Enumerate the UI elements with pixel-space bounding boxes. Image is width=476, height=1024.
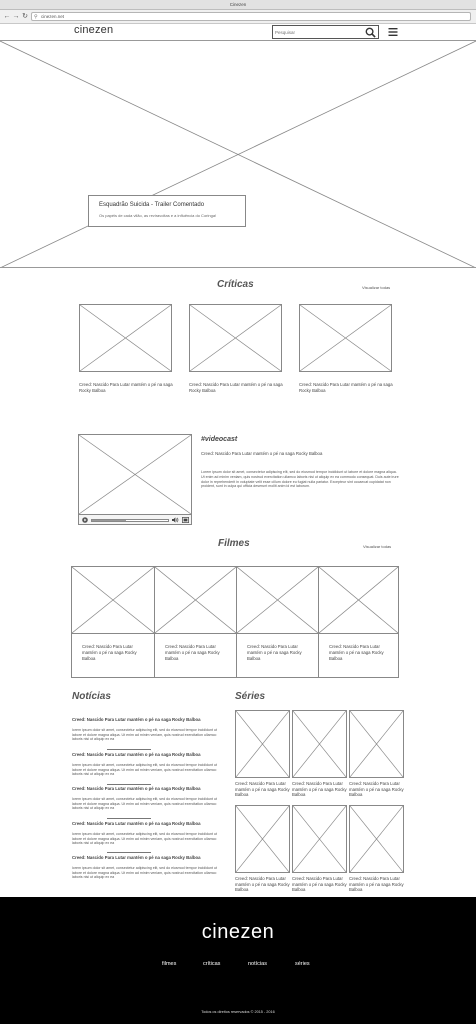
- search-icon: ⚲: [34, 14, 38, 20]
- news-divider: [107, 852, 151, 853]
- image-placeholder-icon: [80, 305, 171, 371]
- series-caption-5[interactable]: Creed: Nascido Para Lutar mantém o pé na saga Rocky Balboa: [292, 876, 347, 892]
- image-placeholder-icon: [72, 567, 154, 633]
- image-placeholder-icon: [155, 567, 236, 633]
- film-card-3[interactable]: [236, 566, 319, 678]
- series-thumb-2[interactable]: [292, 710, 347, 778]
- series-thumb-4[interactable]: [235, 805, 290, 873]
- image-placeholder-icon: [293, 806, 346, 872]
- site-logo[interactable]: cinezen: [74, 24, 114, 36]
- criticas-see-all-link[interactable]: Visualizar todas: [362, 285, 391, 290]
- address-bar[interactable]: [31, 12, 471, 21]
- film-caption-1: Creed: Nascido Para Lutar mantém o pé na saga Rocky Balboa: [82, 644, 137, 661]
- search-icon[interactable]: [365, 27, 376, 38]
- film-image-1: [72, 567, 154, 634]
- image-placeholder-icon: [350, 806, 403, 872]
- film-card-4[interactable]: [318, 566, 399, 678]
- hero-title: Esquadrão Suicida - Trailer Comentado: [99, 202, 205, 208]
- series-thumb-6[interactable]: [349, 805, 404, 873]
- film-image-4: [319, 567, 398, 634]
- browser-toolbar: [0, 10, 476, 24]
- news-body-3: lorem ipsum dolor sit amet, consectetur adipiscing elit, sed do eiusmod tempor incididunt ut labore et dolore magna aliqua. Ut enim ad minim veniam, quis nostrud exercitation ullamco laboris nisi ut aliquip ex ea: [72, 797, 218, 811]
- news-divider: [107, 784, 151, 785]
- news-headline-3[interactable]: Creed: Nascido Para Lutar mantém o pé na saga Rocky Balboa: [72, 786, 201, 791]
- video-placeholder: [79, 435, 191, 514]
- film-caption-4: Creed: Nascido Para Lutar mantém o pé na saga Rocky Balboa: [329, 644, 384, 661]
- reload-icon[interactable]: ↻: [22, 13, 28, 20]
- news-headline-1[interactable]: Creed: Nascido Para Lutar mantém o pé na saga Rocky Balboa: [72, 717, 201, 722]
- critica-caption-2[interactable]: Creed: Nascido Para Lutar mantém o pé na saga Rocky Balboa: [189, 382, 283, 393]
- news-item-5[interactable]: [72, 855, 222, 880]
- news-item-1[interactable]: [72, 717, 222, 742]
- videocast-description: Lorem ipsum dolor sit amet, consectetur adipiscing elit, sed do eiusmod tempor incididunt ut labore et dolore magna aliqua. Ut enim ad minim veniam, quis nostrud exercitation ullamco laboris nisi ut aliquip ex ea commodo consequat. Duis aute irure dolor in reprehenderit in voluptate velit esse cillum dolore eu fugiat nulla pariatur. Excepteur sint occaecat cupidatat non proident, sunt in culpa qui officia deserunt mollit anim id est laborum.: [201, 470, 399, 489]
- image-placeholder-icon: [190, 305, 281, 371]
- film-image-2: [155, 567, 236, 634]
- series-thumb-1[interactable]: [235, 710, 290, 778]
- footer-copyright: Todos os direitos reservados © 2015 - 2016: [201, 1010, 275, 1014]
- news-body-5: lorem ipsum dolor sit amet, consectetur adipiscing elit, sed do eiusmod tempor incididunt ut labore et dolore magna aliqua. Ut enim ad minim veniam, quis nostrud exercitation ullamco laboris nisi ut aliquip ex ea: [72, 866, 218, 880]
- image-placeholder-icon: [236, 806, 289, 872]
- forward-icon[interactable]: →: [12, 13, 20, 20]
- back-icon[interactable]: ←: [3, 13, 11, 20]
- series-caption-3[interactable]: Creed: Nascido Para Lutar mantém o pé na saga Rocky Balboa: [349, 781, 404, 797]
- footer-link-criticas[interactable]: críticas: [203, 961, 221, 967]
- footer-logo[interactable]: cinezen: [201, 921, 275, 943]
- video-progress-fill: [92, 520, 126, 521]
- hero-banner[interactable]: [0, 41, 476, 268]
- footer-link-filmes[interactable]: filmes: [162, 961, 177, 967]
- videocast-subtitle[interactable]: Creed: Nascido Para Lutar mantém o pé na saga Rocky Balboa: [201, 451, 323, 456]
- search-input[interactable]: [275, 28, 361, 37]
- search-box: [272, 25, 379, 39]
- series-caption-1[interactable]: Creed: Nascido Para Lutar mantém o pé na saga Rocky Balboa: [235, 781, 290, 797]
- image-placeholder-icon: [237, 567, 318, 633]
- news-body-2: lorem ipsum dolor sit amet, consectetur adipiscing elit, sed do eiusmod tempor incididunt ut labore et dolore magna aliqua. Ut enim ad minim veniam, quis nostrud exercitation ullamco laboris nisi ut aliquip ex ea: [72, 763, 218, 777]
- footer-link-series[interactable]: séries: [295, 961, 310, 967]
- filmes-title: Filmes: [218, 538, 250, 549]
- footer-nav: [162, 961, 322, 971]
- url-text: cinezen.net: [41, 14, 65, 19]
- hamburger-menu-icon[interactable]: [388, 27, 398, 37]
- video-player[interactable]: [78, 434, 192, 525]
- fullscreen-icon[interactable]: [182, 517, 189, 523]
- critica-caption-3[interactable]: Creed: Nascido Para Lutar mantém o pé na saga Rocky Balboa: [299, 382, 393, 393]
- video-controls: [79, 514, 191, 524]
- play-icon[interactable]: [82, 517, 88, 523]
- videocast-title: #videocast: [201, 436, 238, 443]
- image-placeholder-icon: [236, 711, 289, 777]
- critica-caption-1[interactable]: Creed: Nascido Para Lutar mantém o pé na saga Rocky Balboa: [79, 382, 173, 393]
- image-placeholder-icon: [300, 305, 391, 371]
- noticias-title: Notícias: [72, 691, 111, 702]
- hero-image-placeholder: [0, 41, 476, 268]
- critica-thumb-2[interactable]: [189, 304, 282, 372]
- news-item-3[interactable]: [72, 786, 222, 811]
- news-headline-4[interactable]: Creed: Nascido Para Lutar mantém o pé na saga Rocky Balboa: [72, 821, 201, 826]
- film-card-1[interactable]: [71, 566, 155, 678]
- footer-link-noticias[interactable]: notícias: [248, 961, 267, 967]
- film-caption-3: Creed: Nascido Para Lutar mantém o pé na saga Rocky Balboa: [247, 644, 302, 661]
- news-divider: [107, 818, 151, 819]
- volume-icon[interactable]: [172, 517, 179, 523]
- series-caption-4[interactable]: Creed: Nascido Para Lutar mantém o pé na saga Rocky Balboa: [235, 876, 290, 892]
- series-caption-2[interactable]: Creed: Nascido Para Lutar mantém o pé na saga Rocky Balboa: [292, 781, 347, 797]
- news-divider: [107, 749, 151, 750]
- hero-subtitle: Os papéis de cada vilão, as reviravoltas e a influência do Coringa!: [99, 213, 217, 218]
- film-card-2[interactable]: [154, 566, 237, 678]
- news-headline-5[interactable]: Creed: Nascido Para Lutar mantém o pé na saga Rocky Balboa: [72, 855, 201, 860]
- video-progress-bar[interactable]: [91, 519, 169, 522]
- series-thumb-5[interactable]: [292, 805, 347, 873]
- film-caption-2: Creed: Nascido Para Lutar mantém o pé na saga Rocky Balboa: [165, 644, 220, 661]
- series-title: Séries: [235, 691, 266, 702]
- image-placeholder-icon: [319, 567, 398, 633]
- film-image-3: [237, 567, 318, 634]
- series-caption-6[interactable]: Creed: Nascido Para Lutar mantém o pé na saga Rocky Balboa: [349, 876, 404, 892]
- site-footer: [0, 897, 476, 1024]
- news-item-4[interactable]: [72, 821, 222, 846]
- site-header: [0, 24, 476, 41]
- image-placeholder-icon: [293, 711, 346, 777]
- news-headline-2[interactable]: Creed: Nascido Para Lutar mantém o pé na saga Rocky Balboa: [72, 752, 201, 757]
- critica-thumb-1[interactable]: [79, 304, 172, 372]
- window-title: Cinezen: [0, 0, 476, 10]
- criticas-title: Críticas: [217, 279, 254, 290]
- series-thumb-3[interactable]: [349, 710, 404, 778]
- critica-thumb-3[interactable]: [299, 304, 392, 372]
- filmes-see-all-link[interactable]: Visualizar todas: [363, 544, 392, 549]
- news-item-2[interactable]: [72, 752, 222, 777]
- news-body-1: lorem ipsum dolor sit amet, consectetur adipiscing elit, sed do eiusmod tempor incididunt ut labore et dolore magna aliqua. Ut enim ad minim veniam, quis nostrud exercitation ullamco laboris nisi ut aliquip ex ea: [72, 728, 218, 742]
- hero-caption[interactable]: [88, 195, 246, 227]
- image-placeholder-icon: [350, 711, 403, 777]
- news-body-4: lorem ipsum dolor sit amet, consectetur adipiscing elit, sed do eiusmod tempor incididunt ut labore et dolore magna aliqua. Ut enim ad minim veniam, quis nostrud exercitation ullamco laboris nisi ut aliquip ex ea: [72, 832, 218, 846]
